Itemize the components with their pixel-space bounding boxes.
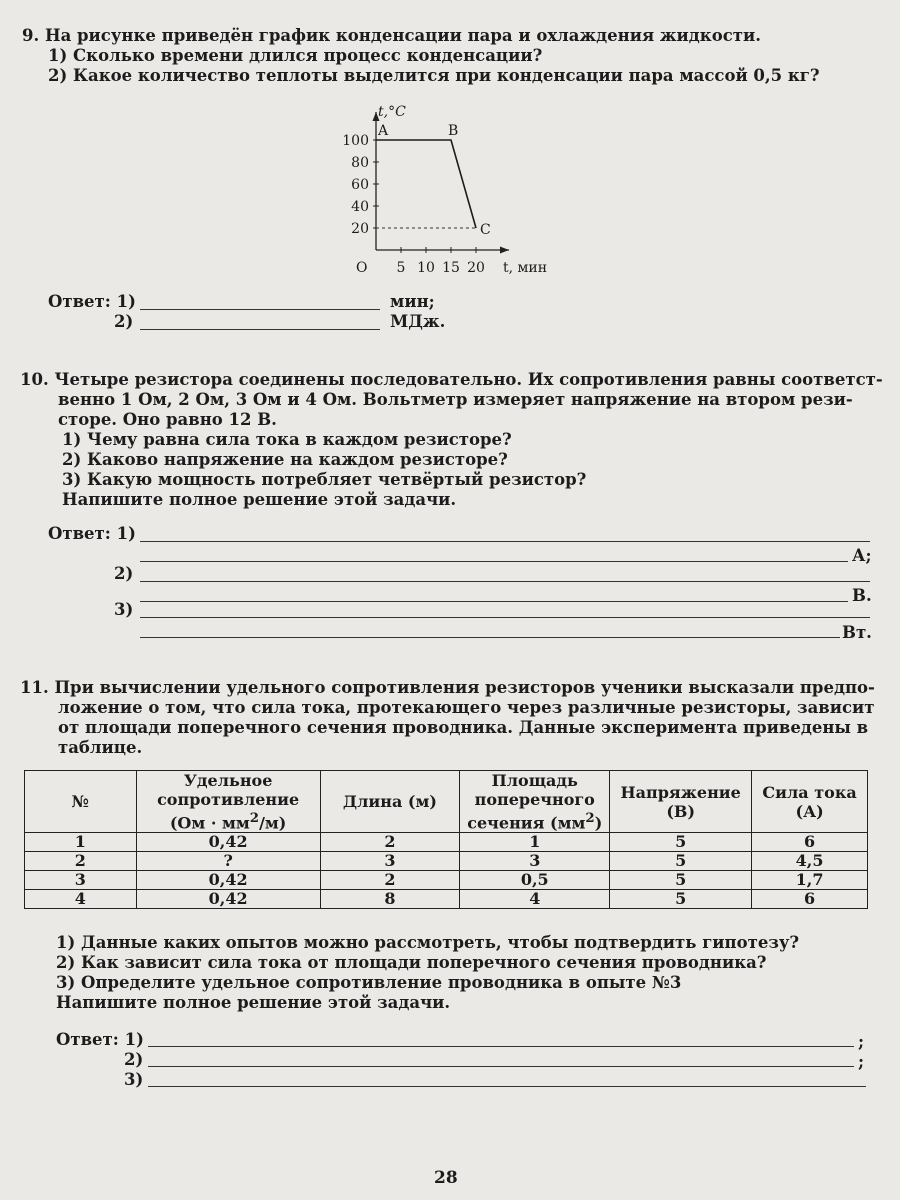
cell-current: 6 bbox=[752, 833, 868, 852]
q9-answer2-unit: МДж. bbox=[390, 312, 446, 331]
header-area-l1: Площадь bbox=[491, 771, 578, 790]
cell-resistivity: 0,42 bbox=[136, 833, 320, 852]
q10-answer2-unit: В. bbox=[852, 586, 872, 605]
q10-sub3: 3) Какую мощность потребляет четвёртый резистор? bbox=[62, 470, 587, 489]
x-tick-label: 5 bbox=[396, 260, 406, 276]
q11-line4: таблице. bbox=[58, 738, 143, 757]
q11-line3: от площади поперечного сечения проводника. Данные эксперимента приведены в bbox=[58, 718, 869, 737]
q9-number: 9. bbox=[22, 26, 40, 45]
table-row bbox=[25, 833, 868, 852]
cell-number: 4 bbox=[25, 890, 137, 909]
y-tick-label: 100 bbox=[342, 133, 369, 149]
y-axis-label: t,°C bbox=[378, 104, 406, 120]
q11-text: При вычислении удельного сопротивления резисторов ученики высказали предпо- bbox=[54, 678, 875, 697]
cell-number: 1 bbox=[25, 833, 137, 852]
cell-number: 3 bbox=[25, 871, 137, 890]
q10-answer2-label: 2) bbox=[114, 564, 134, 583]
cell-current: 1,7 bbox=[752, 871, 868, 890]
table-row bbox=[25, 852, 868, 871]
q11-answer1-field[interactable] bbox=[148, 1046, 854, 1047]
q10-answer1-field-b[interactable] bbox=[140, 561, 848, 562]
header-current-l2: (А) bbox=[795, 801, 824, 821]
q11-answer2-label: 2) bbox=[124, 1050, 144, 1069]
q10-answer3-field-b[interactable] bbox=[140, 637, 840, 638]
q10-answer2-field-a[interactable] bbox=[140, 581, 870, 582]
cell-resistivity: 0,42 bbox=[136, 890, 320, 909]
q9-answer2-label: 2) bbox=[114, 312, 134, 331]
header-resistivity-sup: 2 bbox=[249, 810, 260, 826]
q11-answer1-label: Ответ: 1) bbox=[56, 1030, 144, 1049]
q11-instruction: Напишите полное решение этой задачи. bbox=[56, 993, 451, 1012]
cell-area: 1 bbox=[460, 833, 610, 852]
origin-label: O bbox=[356, 260, 368, 276]
cell-area: 3 bbox=[460, 852, 610, 871]
point-label-c: C bbox=[480, 222, 491, 238]
cell-resistivity: 0,42 bbox=[136, 871, 320, 890]
cell-voltage: 5 bbox=[610, 852, 752, 871]
q11-sub3: 3) Определите удельное сопротивление проводника в опыте №3 bbox=[56, 973, 682, 992]
q11-sub2: 2) Как зависит сила тока от площади поперечного сечения проводника? bbox=[56, 953, 767, 972]
chart-ticks bbox=[342, 133, 485, 276]
q11-number: 11. bbox=[20, 678, 49, 697]
q10-text: Четыре резистора соединены последовательно. Их сопротивления равны соответст- bbox=[54, 370, 883, 389]
header-resistivity-l2: сопротивление bbox=[157, 790, 300, 809]
q10-answer1-label: Ответ: 1) bbox=[48, 524, 136, 543]
q9-graph bbox=[340, 92, 580, 282]
q11-answer2-field[interactable] bbox=[148, 1066, 854, 1067]
q11-answer3-field[interactable] bbox=[148, 1086, 866, 1087]
x-axis-label: t, мин bbox=[503, 260, 548, 276]
header-resistivity-l3b: /м) bbox=[259, 813, 287, 833]
header-current bbox=[752, 771, 868, 833]
q10-sub1: 1) Чему равна сила тока в каждом резисторе? bbox=[62, 430, 512, 449]
x-tick-label: 10 bbox=[417, 260, 435, 276]
cell-area: 4 bbox=[460, 890, 610, 909]
cell-area: 0,5 bbox=[460, 871, 610, 890]
header-area-sup: 2 bbox=[585, 810, 595, 826]
q10-line3: сторе. Оно равно 12 В. bbox=[58, 410, 277, 429]
header-area-l3a: сечения (мм bbox=[467, 813, 586, 833]
header-resistivity-l3a: (Ом · мм bbox=[169, 813, 250, 833]
cell-length: 8 bbox=[320, 890, 460, 909]
cell-voltage: 5 bbox=[610, 871, 752, 890]
process-line bbox=[376, 140, 476, 228]
table-row bbox=[25, 871, 868, 890]
q11-answer3-label: 3) bbox=[124, 1070, 144, 1089]
q11-line2: ложение о том, что сила тока, протекающего через различные резисторы, зависит bbox=[58, 698, 875, 717]
q11-answer2-end: ; bbox=[858, 1052, 865, 1071]
header-number: № bbox=[25, 771, 137, 833]
q10-answer3-label: 3) bbox=[114, 600, 134, 619]
cell-resistivity: ? bbox=[136, 852, 320, 871]
q10-number: 10. bbox=[20, 370, 49, 389]
x-axis-arrow bbox=[500, 247, 509, 254]
header-voltage-l2: (В) bbox=[666, 801, 696, 821]
cell-length: 2 bbox=[320, 871, 460, 890]
page-number: 28 bbox=[434, 1168, 458, 1188]
q11-answer1-end: ; bbox=[858, 1032, 865, 1051]
q10-answer3-field-a[interactable] bbox=[140, 617, 870, 618]
header-voltage bbox=[610, 771, 752, 833]
header-voltage-l1: Напряжение bbox=[620, 782, 741, 802]
cell-voltage: 5 bbox=[610, 833, 752, 852]
chart-series bbox=[376, 140, 476, 228]
y-tick-label: 80 bbox=[351, 155, 369, 171]
q9-answer1-unit: мин; bbox=[390, 292, 435, 311]
header-area-l2: поперечного bbox=[474, 790, 595, 809]
header-resistivity-l1: Удельное bbox=[183, 771, 273, 790]
q10-answer2-field-b[interactable] bbox=[140, 601, 848, 602]
q10-line1 bbox=[20, 370, 883, 390]
q9-line1 bbox=[22, 26, 761, 46]
header-resistivity bbox=[136, 771, 320, 833]
cell-length: 2 bbox=[320, 833, 460, 852]
y-tick-label: 40 bbox=[351, 199, 369, 215]
q10-answer1-unit: А; bbox=[852, 546, 872, 565]
q11-sub1: 1) Данные каких опытов можно рассмотреть, чтобы подтвердить гипотезу? bbox=[56, 933, 800, 952]
q10-sub2: 2) Каково напряжение на каждом резисторе? bbox=[62, 450, 508, 469]
q10-instruction: Напишите полное решение этой задачи. bbox=[62, 490, 457, 509]
header-length: Длина (м) bbox=[320, 771, 460, 833]
q9-line2: 1) Сколько времени длился процесс конденсации? bbox=[48, 46, 543, 65]
y-tick-label: 60 bbox=[351, 177, 369, 193]
q11-line1 bbox=[20, 678, 875, 698]
cell-number: 2 bbox=[25, 852, 137, 871]
point-label-b: B bbox=[448, 123, 459, 139]
q9-line3: 2) Какое количество теплоты выделится при конденсации пара массой 0,5 кг? bbox=[48, 66, 820, 85]
q9-answer2-field[interactable] bbox=[140, 329, 380, 330]
q9-text: На рисунке приведён график конденсации пара и охлаждения жидкости. bbox=[44, 26, 761, 45]
q9-answer1-field[interactable] bbox=[140, 309, 380, 310]
header-current-l1: Сила тока bbox=[762, 782, 857, 802]
x-tick-label: 20 bbox=[467, 260, 485, 276]
header-area-l3b: ) bbox=[594, 813, 603, 833]
y-tick-label: 20 bbox=[351, 221, 369, 237]
q9-answer1-label: Ответ: 1) bbox=[48, 292, 136, 311]
cell-current: 6 bbox=[752, 890, 868, 909]
cell-voltage: 5 bbox=[610, 890, 752, 909]
header-area bbox=[460, 771, 610, 833]
point-label-a: A bbox=[378, 123, 389, 139]
table-header-row bbox=[25, 771, 868, 833]
cell-current: 4,5 bbox=[752, 852, 868, 871]
q10-line2: венно 1 Ом, 2 Ом, 3 Ом и 4 Ом. Вольтметр измеряет напряжение на втором рези- bbox=[58, 390, 853, 409]
x-tick-label: 15 bbox=[442, 260, 460, 276]
q10-answer1-field-a[interactable] bbox=[140, 541, 870, 542]
cell-length: 3 bbox=[320, 852, 460, 871]
q10-answer3-unit: Вт. bbox=[842, 623, 872, 642]
experiment-table bbox=[24, 770, 868, 909]
table-row bbox=[25, 890, 868, 909]
